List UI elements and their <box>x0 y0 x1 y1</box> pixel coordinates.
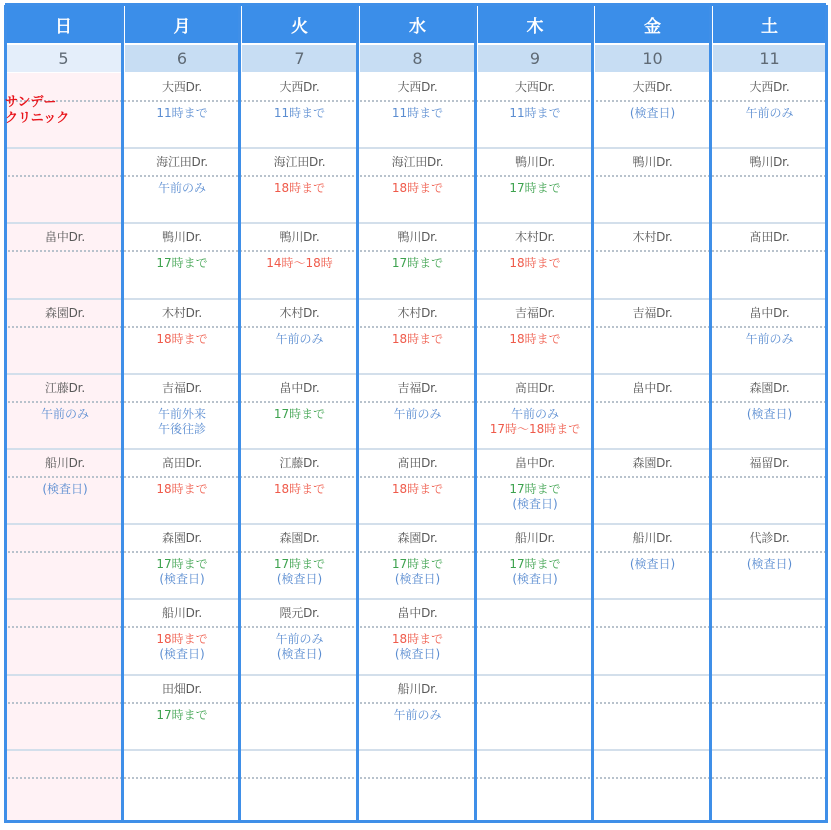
table-top-border <box>5 3 826 6</box>
schedule-note <box>360 708 475 723</box>
note-line: 午前のみ <box>275 331 324 346</box>
schedule-note <box>242 106 357 121</box>
schedule-note <box>478 407 592 437</box>
empty-cell <box>478 750 592 823</box>
empty-cell <box>713 675 826 748</box>
note-line: 午後往診 <box>157 421 206 436</box>
schedule-cell <box>713 374 826 447</box>
doctor-name: 吉福Dr. <box>397 380 438 395</box>
note-line: 11時まで <box>273 106 326 120</box>
doctor-name: 鴨川Dr. <box>632 155 673 170</box>
doctor-name: 船川Dr. <box>45 456 85 470</box>
note-line: (検査日) <box>159 647 205 662</box>
note-line: 17時まで <box>273 557 326 572</box>
doctor-name: 江藤Dr. <box>279 456 320 470</box>
schedule-note <box>478 332 592 347</box>
schedule-cell <box>478 449 592 522</box>
schedule-note <box>478 256 592 271</box>
note-line: (検査日) <box>159 572 205 587</box>
schedule-cell <box>478 148 592 221</box>
note-line: 17時まで <box>391 557 444 572</box>
doctor-name: 木村Dr. <box>397 305 438 320</box>
doctor-name: 森園Dr. <box>397 531 438 546</box>
date-cell-sat: 11 <box>713 45 826 72</box>
note-line: 18時まで <box>391 482 444 496</box>
schedule-note <box>242 181 357 196</box>
schedule-cell <box>713 73 826 146</box>
schedule-cell <box>360 223 475 296</box>
note-line: 17時まで <box>509 482 561 496</box>
doctor-name: 大西Dr. <box>749 80 790 94</box>
note-line: 18時まで <box>509 331 561 346</box>
doctor-name: 木村Dr. <box>162 305 202 320</box>
weekday-header-thu: 木 <box>478 5 592 43</box>
schedule-cell <box>242 524 357 597</box>
doctor-name: 吉福Dr. <box>632 305 673 320</box>
schedule-cell <box>242 299 357 372</box>
note-line: (検査日) <box>746 557 793 572</box>
schedule-cell <box>478 374 592 447</box>
weekday-header-sun: 日 <box>5 5 122 43</box>
note-line: (検査日) <box>394 572 441 587</box>
note-line: (検査日) <box>276 572 323 587</box>
schedule-cell <box>125 599 239 672</box>
note-line: (検査日) <box>512 572 558 587</box>
doctor-name: 鴨川Dr. <box>279 230 320 245</box>
schedule-cell <box>125 675 239 748</box>
doctor-name: 畠中Dr. <box>515 456 555 470</box>
note-line: 17時まで <box>273 406 326 421</box>
schedule-note <box>8 482 122 497</box>
schedule-cell <box>595 449 710 522</box>
schedule-note <box>360 256 475 271</box>
schedule-cell <box>125 374 239 447</box>
doctor-name: 船川Dr. <box>515 531 555 546</box>
note-line: 17時まで <box>509 181 561 196</box>
schedule-cell <box>713 223 826 296</box>
note-line: 18時まで <box>509 256 561 271</box>
note-line: 17時まで <box>156 256 208 271</box>
schedule-note <box>242 332 357 347</box>
doctor-name: 大西Dr. <box>515 80 555 94</box>
doctor-name: 鴨川Dr. <box>162 230 202 245</box>
doctor-name: 森園Dr. <box>45 305 85 320</box>
note-line: 18時まで <box>156 632 208 647</box>
doctor-name: 鴨川Dr. <box>515 155 555 170</box>
schedule-cell <box>360 599 475 672</box>
note-line: 17時まで <box>156 557 208 572</box>
schedule-note <box>713 106 826 121</box>
doctor-name: 畠中Dr. <box>45 230 85 245</box>
doctor-name: 木村Dr. <box>279 305 320 320</box>
note-line: 18時まで <box>273 181 326 196</box>
schedule-cell <box>478 299 592 372</box>
weekday-header-fri: 金 <box>595 5 710 43</box>
schedule-note <box>360 181 475 196</box>
doctor-name: 海江田Dr. <box>156 155 208 170</box>
note-line: 18時まで <box>273 482 326 496</box>
schedule-cell <box>242 449 357 522</box>
empty-cell <box>8 750 122 823</box>
note-line: 18時まで <box>156 482 208 496</box>
doctor-name: 大西Dr. <box>279 80 320 94</box>
schedule-cell <box>713 148 826 221</box>
empty-cell <box>8 599 122 672</box>
note-line: 18時まで <box>391 181 444 196</box>
schedule-note <box>125 106 239 121</box>
doctor-name: 森園Dr. <box>162 531 202 546</box>
schedule-note <box>125 181 239 196</box>
note-line: 11時まで <box>156 106 208 120</box>
schedule-note <box>478 106 592 121</box>
empty-cell <box>8 148 122 221</box>
note-line: 午前のみ <box>393 707 442 722</box>
schedule-note <box>125 708 239 723</box>
note-line: (検査日) <box>629 557 676 572</box>
date-cell-mon: 6 <box>125 45 239 72</box>
doctor-name: 畠中Dr. <box>632 380 673 395</box>
schedule-cell <box>242 73 357 146</box>
doctor-name: 代診Dr. <box>749 531 790 546</box>
date-cell-fri: 10 <box>595 45 710 72</box>
schedule-cell <box>595 73 710 146</box>
schedule-cell <box>595 299 710 372</box>
schedule-note <box>713 332 826 347</box>
doctor-name: 木村Dr. <box>515 230 555 245</box>
note-line: 午前のみ <box>275 632 324 647</box>
note-line: 午前のみ <box>510 406 559 421</box>
schedule-note <box>360 557 475 587</box>
empty-cell <box>8 524 122 597</box>
schedule-cell <box>242 148 357 221</box>
schedule-note <box>595 557 710 572</box>
schedule-note <box>478 181 592 196</box>
schedule-cell <box>713 449 826 522</box>
clinic-label-line: クリニック <box>5 111 70 126</box>
date-cell-thu: 9 <box>478 45 592 72</box>
note-line: 14時～18時 <box>266 256 333 271</box>
empty-cell <box>713 750 826 823</box>
empty-cell <box>125 750 239 823</box>
schedule-cell <box>125 524 239 597</box>
doctor-name: 髙田Dr. <box>749 230 790 245</box>
schedule-note <box>125 632 239 662</box>
schedule-note <box>360 106 475 121</box>
note-line: 18時まで <box>391 331 444 346</box>
schedule-cell <box>125 299 239 372</box>
weekday-header-wed: 水 <box>360 5 475 43</box>
note-line: 11時まで <box>391 106 444 120</box>
header-separator <box>5 43 826 45</box>
empty-cell <box>713 599 826 672</box>
doctor-name: 髙田Dr. <box>162 456 202 470</box>
schedule-note <box>242 256 357 271</box>
schedule-cell <box>242 374 357 447</box>
schedule-note <box>125 332 239 347</box>
schedule-cell <box>8 449 122 522</box>
empty-cell <box>242 675 357 748</box>
schedule-cell <box>242 223 357 296</box>
doctor-name: 船川Dr. <box>632 531 673 546</box>
schedule-note <box>360 632 475 662</box>
note-line: (検査日) <box>42 482 88 496</box>
doctor-name: 船川Dr. <box>397 681 438 696</box>
doctor-name: 鴨川Dr. <box>749 155 790 170</box>
schedule-cell <box>125 449 239 522</box>
schedule-note <box>478 482 592 512</box>
column-border <box>4 5 7 823</box>
doctor-name: 福留Dr. <box>749 456 790 470</box>
schedule-cell <box>360 374 475 447</box>
date-cell-wed: 8 <box>360 45 475 72</box>
schedule-note <box>242 482 357 497</box>
schedule-note <box>713 407 826 422</box>
empty-cell <box>360 750 475 823</box>
schedule-cell <box>360 675 475 748</box>
schedule-note <box>242 407 357 422</box>
doctor-name: 鴨川Dr. <box>397 230 438 245</box>
note-line: (検査日) <box>629 106 676 120</box>
doctor-name: 海江田Dr. <box>273 155 326 170</box>
note-line: 17時まで <box>391 256 444 271</box>
schedule-cell <box>360 449 475 522</box>
empty-cell <box>478 599 592 672</box>
schedule-note <box>242 557 357 587</box>
schedule-cell <box>713 299 826 372</box>
note-line: 18時まで <box>391 632 444 647</box>
note-line: (検査日) <box>276 647 323 662</box>
schedule-note <box>595 106 710 121</box>
clinic-label-line: サンデー <box>5 95 57 110</box>
schedule-note <box>8 407 122 422</box>
doctor-name: 畠中Dr. <box>279 380 320 395</box>
weekday-header-tue: 火 <box>242 5 357 43</box>
doctor-name: 大西Dr. <box>632 80 673 94</box>
doctor-name: 森園Dr. <box>632 456 673 470</box>
schedule-note <box>125 256 239 271</box>
empty-cell <box>595 599 710 672</box>
weekday-header-mon: 月 <box>125 5 239 43</box>
note-line: (検査日) <box>512 497 558 511</box>
schedule-note <box>125 407 239 437</box>
doctor-name: 大西Dr. <box>397 80 438 94</box>
doctor-name: 森園Dr. <box>279 531 320 546</box>
schedule-cell <box>242 599 357 672</box>
empty-cell <box>595 675 710 748</box>
doctor-name: 畠中Dr. <box>397 606 438 621</box>
schedule-cell <box>595 223 710 296</box>
schedule-cell <box>595 524 710 597</box>
doctor-name: 畠中Dr. <box>749 305 790 320</box>
schedule-note <box>713 557 826 572</box>
schedule-cell <box>8 374 122 447</box>
note-line: 午前のみ <box>393 406 442 421</box>
doctor-name: 田畑Dr. <box>162 681 202 696</box>
note-line: 17時まで <box>156 707 208 722</box>
note-line: (検査日) <box>746 406 793 421</box>
schedule-note <box>478 557 592 587</box>
date-cell-tue: 7 <box>242 45 357 72</box>
note-line: 11時まで <box>509 106 561 120</box>
doctor-name: 木村Dr. <box>632 230 673 245</box>
empty-cell <box>478 675 592 748</box>
note-line: 午前のみ <box>40 406 89 421</box>
schedule-cell <box>8 223 122 296</box>
schedule-cell <box>595 374 710 447</box>
note-line: 17時～18時まで <box>489 421 581 436</box>
schedule-cell <box>360 299 475 372</box>
doctor-name: 髙田Dr. <box>515 380 555 395</box>
schedule-cell <box>478 524 592 597</box>
empty-cell <box>242 750 357 823</box>
doctor-name: 隈元Dr. <box>279 606 320 621</box>
schedule-cell <box>478 223 592 296</box>
note-line: 午前のみ <box>157 181 206 196</box>
schedule-note <box>125 557 239 587</box>
schedule-cell <box>713 524 826 597</box>
note-line: 午前外来 <box>157 406 206 421</box>
schedule-cell <box>360 148 475 221</box>
schedule-cell <box>125 148 239 221</box>
schedule-note <box>360 332 475 347</box>
schedule-cell <box>595 148 710 221</box>
note-line: (検査日) <box>394 647 441 662</box>
schedule-cell <box>125 73 239 146</box>
empty-cell <box>595 750 710 823</box>
doctor-name: 吉福Dr. <box>515 305 555 320</box>
doctor-name: 船川Dr. <box>162 606 202 621</box>
schedule-cell <box>478 73 592 146</box>
empty-cell <box>8 675 122 748</box>
sunday-clinic-label <box>5 95 122 127</box>
schedule-note <box>125 482 239 497</box>
schedule-note <box>360 482 475 497</box>
weekday-header-sat: 土 <box>713 5 826 43</box>
note-line: 午前のみ <box>745 106 794 120</box>
schedule-cell <box>125 223 239 296</box>
schedule-cell <box>360 524 475 597</box>
doctor-name: 吉福Dr. <box>162 380 202 395</box>
note-line: 17時まで <box>509 557 561 572</box>
schedule-cell <box>360 73 475 146</box>
doctor-name: 江藤Dr. <box>45 380 85 395</box>
schedule-cell <box>8 299 122 372</box>
schedule-note <box>242 632 357 662</box>
date-cell-sun: 5 <box>5 45 122 72</box>
doctor-name: 髙田Dr. <box>397 456 438 470</box>
note-line: 午前のみ <box>745 331 794 346</box>
doctor-name: 大西Dr. <box>162 80 202 94</box>
doctor-name: 海江田Dr. <box>391 155 444 170</box>
schedule-note <box>360 407 475 422</box>
note-line: 18時まで <box>156 331 208 346</box>
doctor-name: 森園Dr. <box>749 380 790 395</box>
